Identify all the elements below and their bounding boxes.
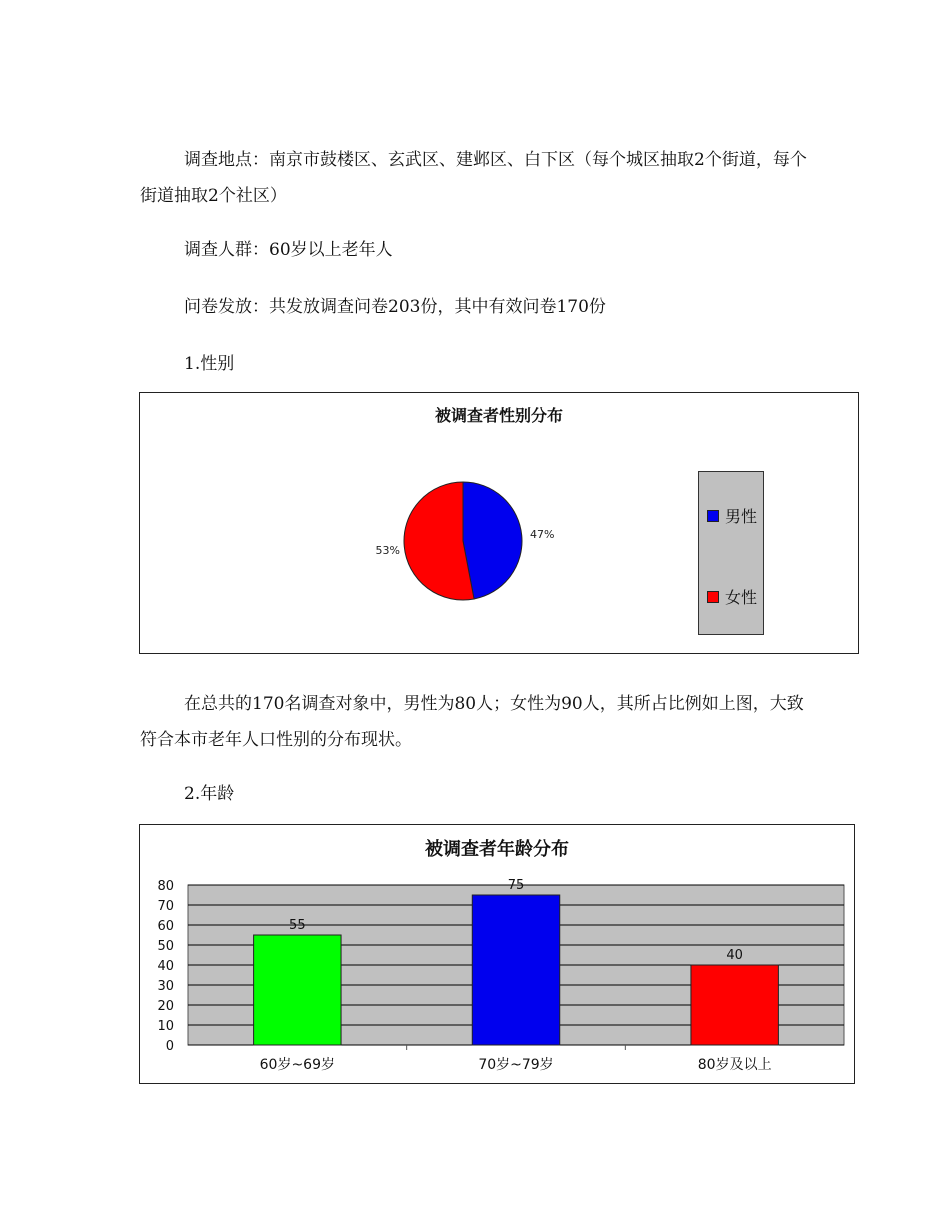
gender-summary-paragraph: 在总共的170名调查对象中，男性为80人；女性为90人，其所占比例如上图，大致符合本市老年人口性别的分布现状。 bbox=[140, 694, 804, 750]
location-paragraph: 调查地点：南京市鼓楼区、玄武区、建邺区、白下区（每个城区抽取2个街道，每个街道抽取2个社区） bbox=[140, 150, 807, 206]
pie-slice-0 bbox=[463, 482, 522, 599]
x-tick-label-1: 70岁~79岁 bbox=[478, 1057, 554, 1073]
population-paragraph: 调查人群：60岁以上老年人 bbox=[184, 240, 393, 260]
y-tick-label-0: 0 bbox=[165, 1039, 174, 1054]
gender-chart bbox=[139, 392, 859, 654]
age-chart-title: 被调查者年龄分布 bbox=[425, 839, 569, 860]
y-tick-label-3: 30 bbox=[157, 979, 174, 994]
legend-item-male bbox=[707, 504, 757, 527]
y-tick-label-8: 80 bbox=[157, 879, 174, 894]
age-bar-svg bbox=[140, 825, 854, 1083]
legend-label-female: 女性 bbox=[725, 588, 758, 607]
gender-legend bbox=[698, 471, 764, 635]
pie-label-0: 47% bbox=[530, 528, 555, 541]
bar-value-label-2: 40 bbox=[726, 948, 743, 963]
bar-value-label-1: 75 bbox=[507, 878, 525, 893]
y-tick-label-7: 70 bbox=[157, 899, 174, 914]
questionnaire-paragraph: 问卷发放：共发放调查问卷203份，其中有效问卷170份 bbox=[184, 297, 606, 317]
pie-label-1: 53% bbox=[375, 544, 400, 557]
bar-0 bbox=[254, 935, 341, 1045]
y-tick-label-4: 40 bbox=[157, 959, 174, 974]
y-tick-label-5: 50 bbox=[157, 939, 174, 954]
legend-label-male: 男性 bbox=[725, 507, 758, 526]
gender-heading: 1.性别 bbox=[184, 354, 235, 374]
gender-chart-title: 被调查者性别分布 bbox=[434, 406, 563, 425]
bar-value-label-0: 55 bbox=[289, 918, 306, 933]
y-tick-label-6: 60 bbox=[157, 919, 174, 934]
legend-swatch-male bbox=[707, 510, 719, 522]
y-tick-label-1: 10 bbox=[157, 1019, 174, 1034]
age-heading: 2.年龄 bbox=[184, 784, 235, 804]
age-chart bbox=[139, 824, 855, 1084]
x-tick-label-0: 60岁~69岁 bbox=[259, 1057, 336, 1073]
bar-2 bbox=[691, 965, 778, 1045]
legend-swatch-female bbox=[707, 591, 719, 603]
x-tick-label-2: 80岁及以上 bbox=[697, 1057, 772, 1073]
y-tick-label-2: 20 bbox=[157, 999, 174, 1014]
bar-1 bbox=[472, 895, 559, 1045]
legend-item-female bbox=[707, 585, 757, 608]
